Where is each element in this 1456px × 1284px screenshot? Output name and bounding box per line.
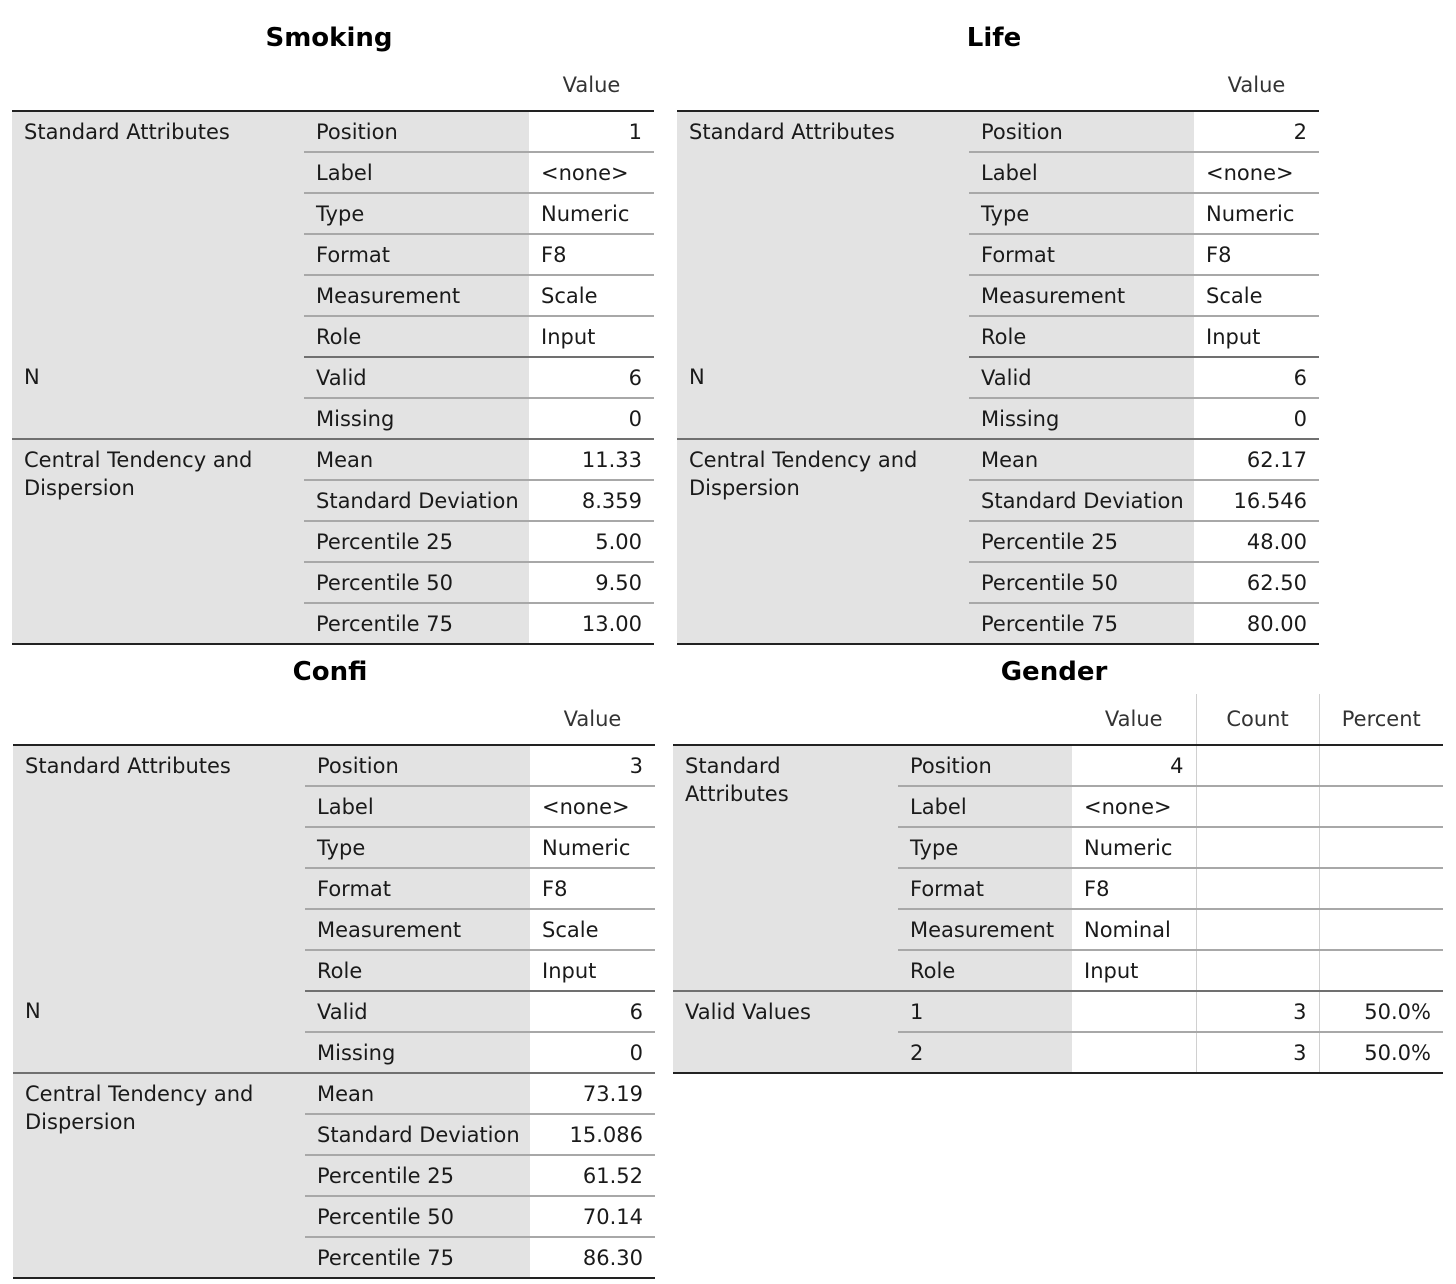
row-value: Numeric <box>530 827 655 868</box>
row-value: 73.19 <box>530 1073 655 1114</box>
row-label: Standard Deviation <box>305 1114 530 1155</box>
header-blank <box>304 60 529 111</box>
row-value: 62.50 <box>1194 562 1319 603</box>
percent-column-header: Percent <box>1319 694 1443 745</box>
row-value: Input <box>1072 950 1196 991</box>
gender-panel <box>673 652 1445 1072</box>
row-count <box>1196 950 1319 991</box>
table-row <box>13 745 655 786</box>
row-label: Role <box>898 950 1072 991</box>
row-label: Valid <box>305 991 530 1032</box>
row-percent <box>1319 868 1443 909</box>
row-label: Percentile 50 <box>304 562 529 603</box>
row-count <box>1196 786 1319 827</box>
row-value: Scale <box>529 275 654 316</box>
row-value: 4 <box>1072 745 1196 786</box>
header-blank <box>305 694 530 745</box>
row-label: Role <box>305 950 530 991</box>
value-column-header: Value <box>562 73 621 97</box>
value-column-header: Value <box>1104 707 1163 731</box>
table-row <box>677 357 1319 398</box>
row-value: 13.00 <box>529 603 654 644</box>
row-label: Mean <box>305 1073 530 1114</box>
group-label-standard-attributes: Standard Attributes <box>673 745 898 991</box>
row-value: 48.00 <box>1194 521 1319 562</box>
smoking-panel <box>12 18 656 634</box>
row-label: Missing <box>969 398 1194 439</box>
row-percent: 50.0% <box>1319 991 1443 1032</box>
row-value: <none> <box>530 786 655 827</box>
row-value: 70.14 <box>530 1196 655 1237</box>
header-blank <box>12 60 304 111</box>
row-label: Measurement <box>304 275 529 316</box>
table-row <box>677 439 1319 480</box>
table-row <box>12 357 654 398</box>
row-label: Percentile 50 <box>305 1196 530 1237</box>
table-row <box>673 991 1443 1032</box>
row-label: Type <box>305 827 530 868</box>
row-value: 2 <box>1194 111 1319 152</box>
header-blank <box>677 60 969 111</box>
row-label: Label <box>304 152 529 193</box>
row-label: Format <box>969 234 1194 275</box>
value-column-header: Value <box>1227 73 1286 97</box>
row-value: F8 <box>1194 234 1319 275</box>
group-label-standard-attributes: Standard Attributes <box>12 111 304 357</box>
group-label-central-tendency: Central Tendency and Dispersion <box>677 439 969 644</box>
table-row <box>677 111 1319 152</box>
table-row <box>12 439 654 480</box>
row-label: Format <box>304 234 529 275</box>
row-label: Role <box>969 316 1194 357</box>
row-label: Position <box>969 111 1194 152</box>
confi-title: Confi <box>292 657 368 687</box>
row-label: Valid <box>969 357 1194 398</box>
row-value: 62.17 <box>1194 439 1319 480</box>
row-percent <box>1319 786 1443 827</box>
group-label-standard-attributes: Standard Attributes <box>13 745 305 991</box>
row-value: Input <box>530 950 655 991</box>
row-value: 11.33 <box>529 439 654 480</box>
row-label: Percentile 75 <box>969 603 1194 644</box>
smoking-table <box>12 60 654 645</box>
row-value: Nominal <box>1072 909 1196 950</box>
row-label: Percentile 50 <box>969 562 1194 603</box>
row-value: 0 <box>1194 398 1319 439</box>
row-label: Standard Deviation <box>304 480 529 521</box>
row-percent <box>1319 745 1443 786</box>
row-label: Label <box>305 786 530 827</box>
row-percent <box>1319 950 1443 991</box>
row-label: 1 <box>898 991 1072 1032</box>
row-label: Percentile 25 <box>304 521 529 562</box>
row-value: 1 <box>529 111 654 152</box>
row-label: Percentile 25 <box>305 1155 530 1196</box>
table-row <box>12 111 654 152</box>
row-value: 6 <box>1194 357 1319 398</box>
row-value: 8.359 <box>529 480 654 521</box>
row-label: Position <box>305 745 530 786</box>
row-label: Measurement <box>969 275 1194 316</box>
row-value: 0 <box>530 1032 655 1073</box>
row-value <box>1072 991 1196 1032</box>
group-label-valid-values: Valid Values <box>673 991 898 1073</box>
row-value: 6 <box>530 991 655 1032</box>
row-value: 6 <box>529 357 654 398</box>
row-count: 3 <box>1196 991 1319 1032</box>
row-count <box>1196 909 1319 950</box>
row-label: Role <box>304 316 529 357</box>
count-column-header: Count <box>1196 694 1319 745</box>
row-value: <none> <box>1194 152 1319 193</box>
row-value: Input <box>1194 316 1319 357</box>
smoking-title: Smoking <box>265 23 393 53</box>
row-value: 9.50 <box>529 562 654 603</box>
row-count <box>1196 868 1319 909</box>
gender-title: Gender <box>1000 657 1108 687</box>
row-value: 86.30 <box>530 1237 655 1278</box>
group-label-n: N <box>12 357 304 439</box>
life-panel <box>677 18 1321 634</box>
row-value: <none> <box>1072 786 1196 827</box>
row-value: Numeric <box>1194 193 1319 234</box>
row-value <box>1072 1032 1196 1073</box>
group-label-central-tendency: Central Tendency and Dispersion <box>13 1073 305 1278</box>
row-label: Percentile 25 <box>969 521 1194 562</box>
row-value: Scale <box>1194 275 1319 316</box>
row-value: F8 <box>1072 868 1196 909</box>
row-value: F8 <box>529 234 654 275</box>
value-column-header: Value <box>563 707 622 731</box>
row-label: Missing <box>304 398 529 439</box>
header-blank <box>673 694 898 745</box>
table-header-row <box>12 60 654 111</box>
row-value: 5.00 <box>529 521 654 562</box>
row-label: 2 <box>898 1032 1072 1073</box>
row-label: Label <box>898 786 1072 827</box>
row-label: Measurement <box>898 909 1072 950</box>
row-label: Mean <box>304 439 529 480</box>
row-count: 3 <box>1196 1032 1319 1073</box>
row-label: Type <box>898 827 1072 868</box>
row-value: Input <box>529 316 654 357</box>
row-label: Percentile 75 <box>304 603 529 644</box>
row-label: Valid <box>304 357 529 398</box>
row-label: Measurement <box>305 909 530 950</box>
group-label-standard-attributes: Standard Attributes <box>677 111 969 357</box>
row-label: Standard Deviation <box>969 480 1194 521</box>
row-value: Numeric <box>529 193 654 234</box>
row-label: Missing <box>305 1032 530 1073</box>
row-percent <box>1319 909 1443 950</box>
row-label: Label <box>969 152 1194 193</box>
row-value: 0 <box>529 398 654 439</box>
row-label: Format <box>305 868 530 909</box>
group-label-central-tendency: Central Tendency and Dispersion <box>12 439 304 644</box>
row-value: F8 <box>530 868 655 909</box>
table-row <box>13 1073 655 1114</box>
row-count <box>1196 827 1319 868</box>
row-value: Scale <box>530 909 655 950</box>
row-count <box>1196 745 1319 786</box>
row-value: 15.086 <box>530 1114 655 1155</box>
life-title: Life <box>966 23 1022 53</box>
table-header-row <box>13 694 655 745</box>
table-row <box>673 745 1443 786</box>
row-value: 80.00 <box>1194 603 1319 644</box>
table-header-row <box>677 60 1319 111</box>
row-label: Mean <box>969 439 1194 480</box>
table-row <box>13 991 655 1032</box>
row-label: Percentile 75 <box>305 1237 530 1278</box>
row-value: 16.546 <box>1194 480 1319 521</box>
header-blank <box>13 694 305 745</box>
row-label: Type <box>304 193 529 234</box>
confi-panel <box>13 652 657 1272</box>
group-label-n: N <box>13 991 305 1073</box>
row-value: 3 <box>530 745 655 786</box>
confi-table <box>13 694 655 1279</box>
row-value: Numeric <box>1072 827 1196 868</box>
row-percent: 50.0% <box>1319 1032 1443 1073</box>
row-label: Position <box>898 745 1072 786</box>
header-blank <box>898 694 1072 745</box>
table-header-row <box>673 694 1443 745</box>
gender-table <box>673 694 1443 1074</box>
row-label: Position <box>304 111 529 152</box>
row-percent <box>1319 827 1443 868</box>
group-label-n: N <box>677 357 969 439</box>
row-value: 61.52 <box>530 1155 655 1196</box>
row-label: Type <box>969 193 1194 234</box>
life-table <box>677 60 1319 645</box>
row-label: Format <box>898 868 1072 909</box>
row-value: <none> <box>529 152 654 193</box>
header-blank <box>969 60 1194 111</box>
